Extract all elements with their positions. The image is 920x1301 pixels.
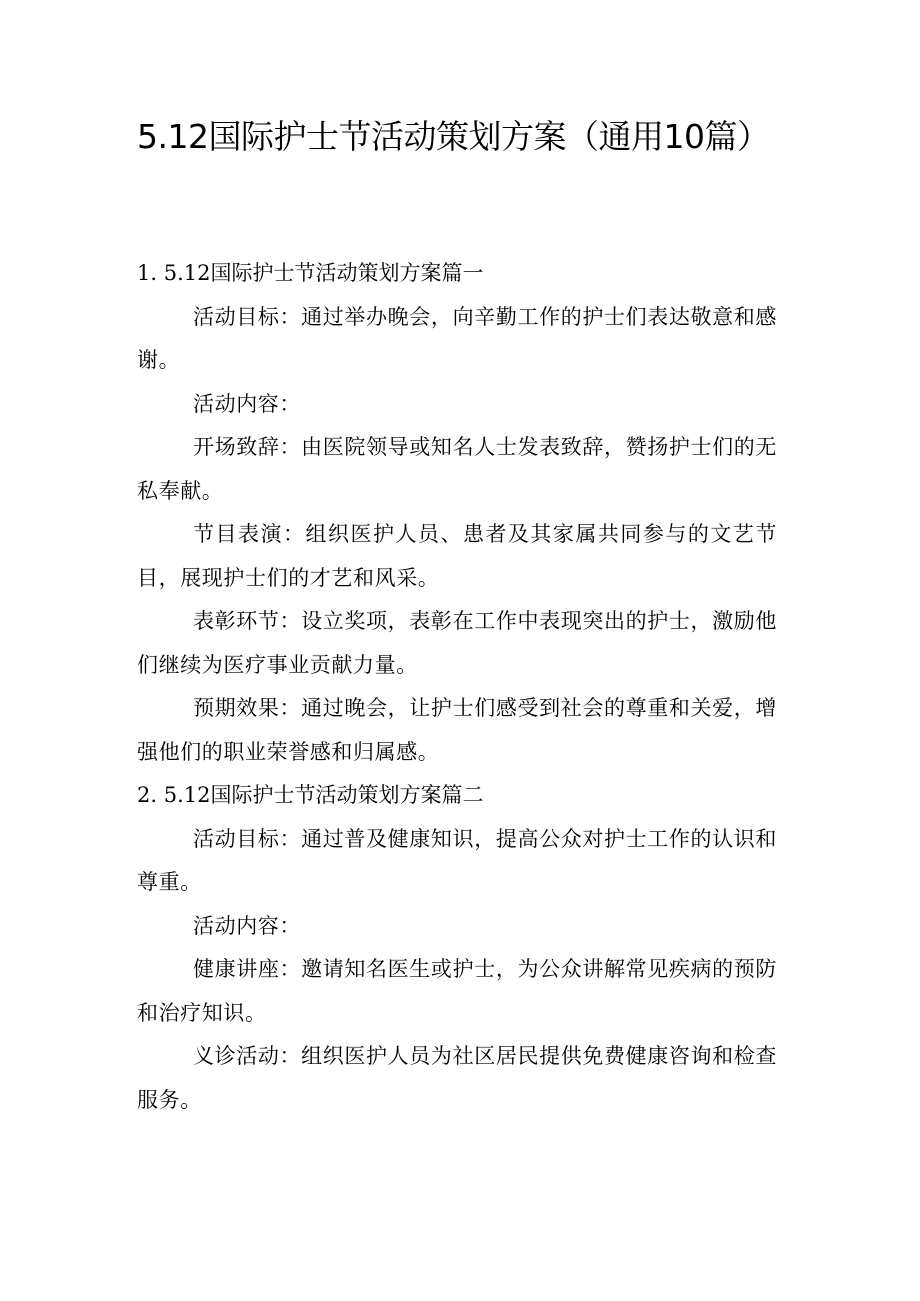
document-body <box>137 252 777 1122</box>
paragraph: 开场致辞：由医院领导或知名人士发表致辞，赞扬护士们的无私奉献。 <box>137 435 777 503</box>
document-title: 5.12国际护士节活动策划方案（通用10篇） <box>137 117 770 156</box>
paragraph: 义诊活动：组织医护人员为社区居民提供免费健康咨询和检查服务。 <box>137 1044 777 1112</box>
paragraph: 活动内容： <box>193 913 301 938</box>
paragraph: 表彰环节：设立奖项，表彰在工作中表现突出的护士，激励他们继续为医疗事业贡献力量。 <box>137 609 777 677</box>
section-heading: 1. 5.12国际护士节活动策划方案篇一 <box>137 261 484 285</box>
paragraph: 健康讲座：邀请知名医生或护士，为公众讲解常见疾病的预防和治疗知识。 <box>137 957 777 1025</box>
paragraph: 活动目标：通过普及健康知识，提高公众对护士工作的认识和尊重。 <box>137 826 777 894</box>
paragraph: 预期效果：通过晚会，让护士们感受到社会的尊重和关爱，增强他们的职业荣誉感和归属感。 <box>137 696 777 764</box>
section-heading: 2. 5.12国际护士节活动策划方案篇二 <box>137 783 484 807</box>
section-1 <box>137 252 777 774</box>
paragraph: 活动内容： <box>193 391 301 416</box>
paragraph: 活动目标：通过举办晚会，向辛勤工作的护士们表达敬意和感谢。 <box>137 304 777 372</box>
paragraph: 节目表演：组织医护人员、患者及其家属共同参与的文艺节目，展现护士们的才艺和风采。 <box>137 522 777 590</box>
section-2 <box>137 774 777 1122</box>
